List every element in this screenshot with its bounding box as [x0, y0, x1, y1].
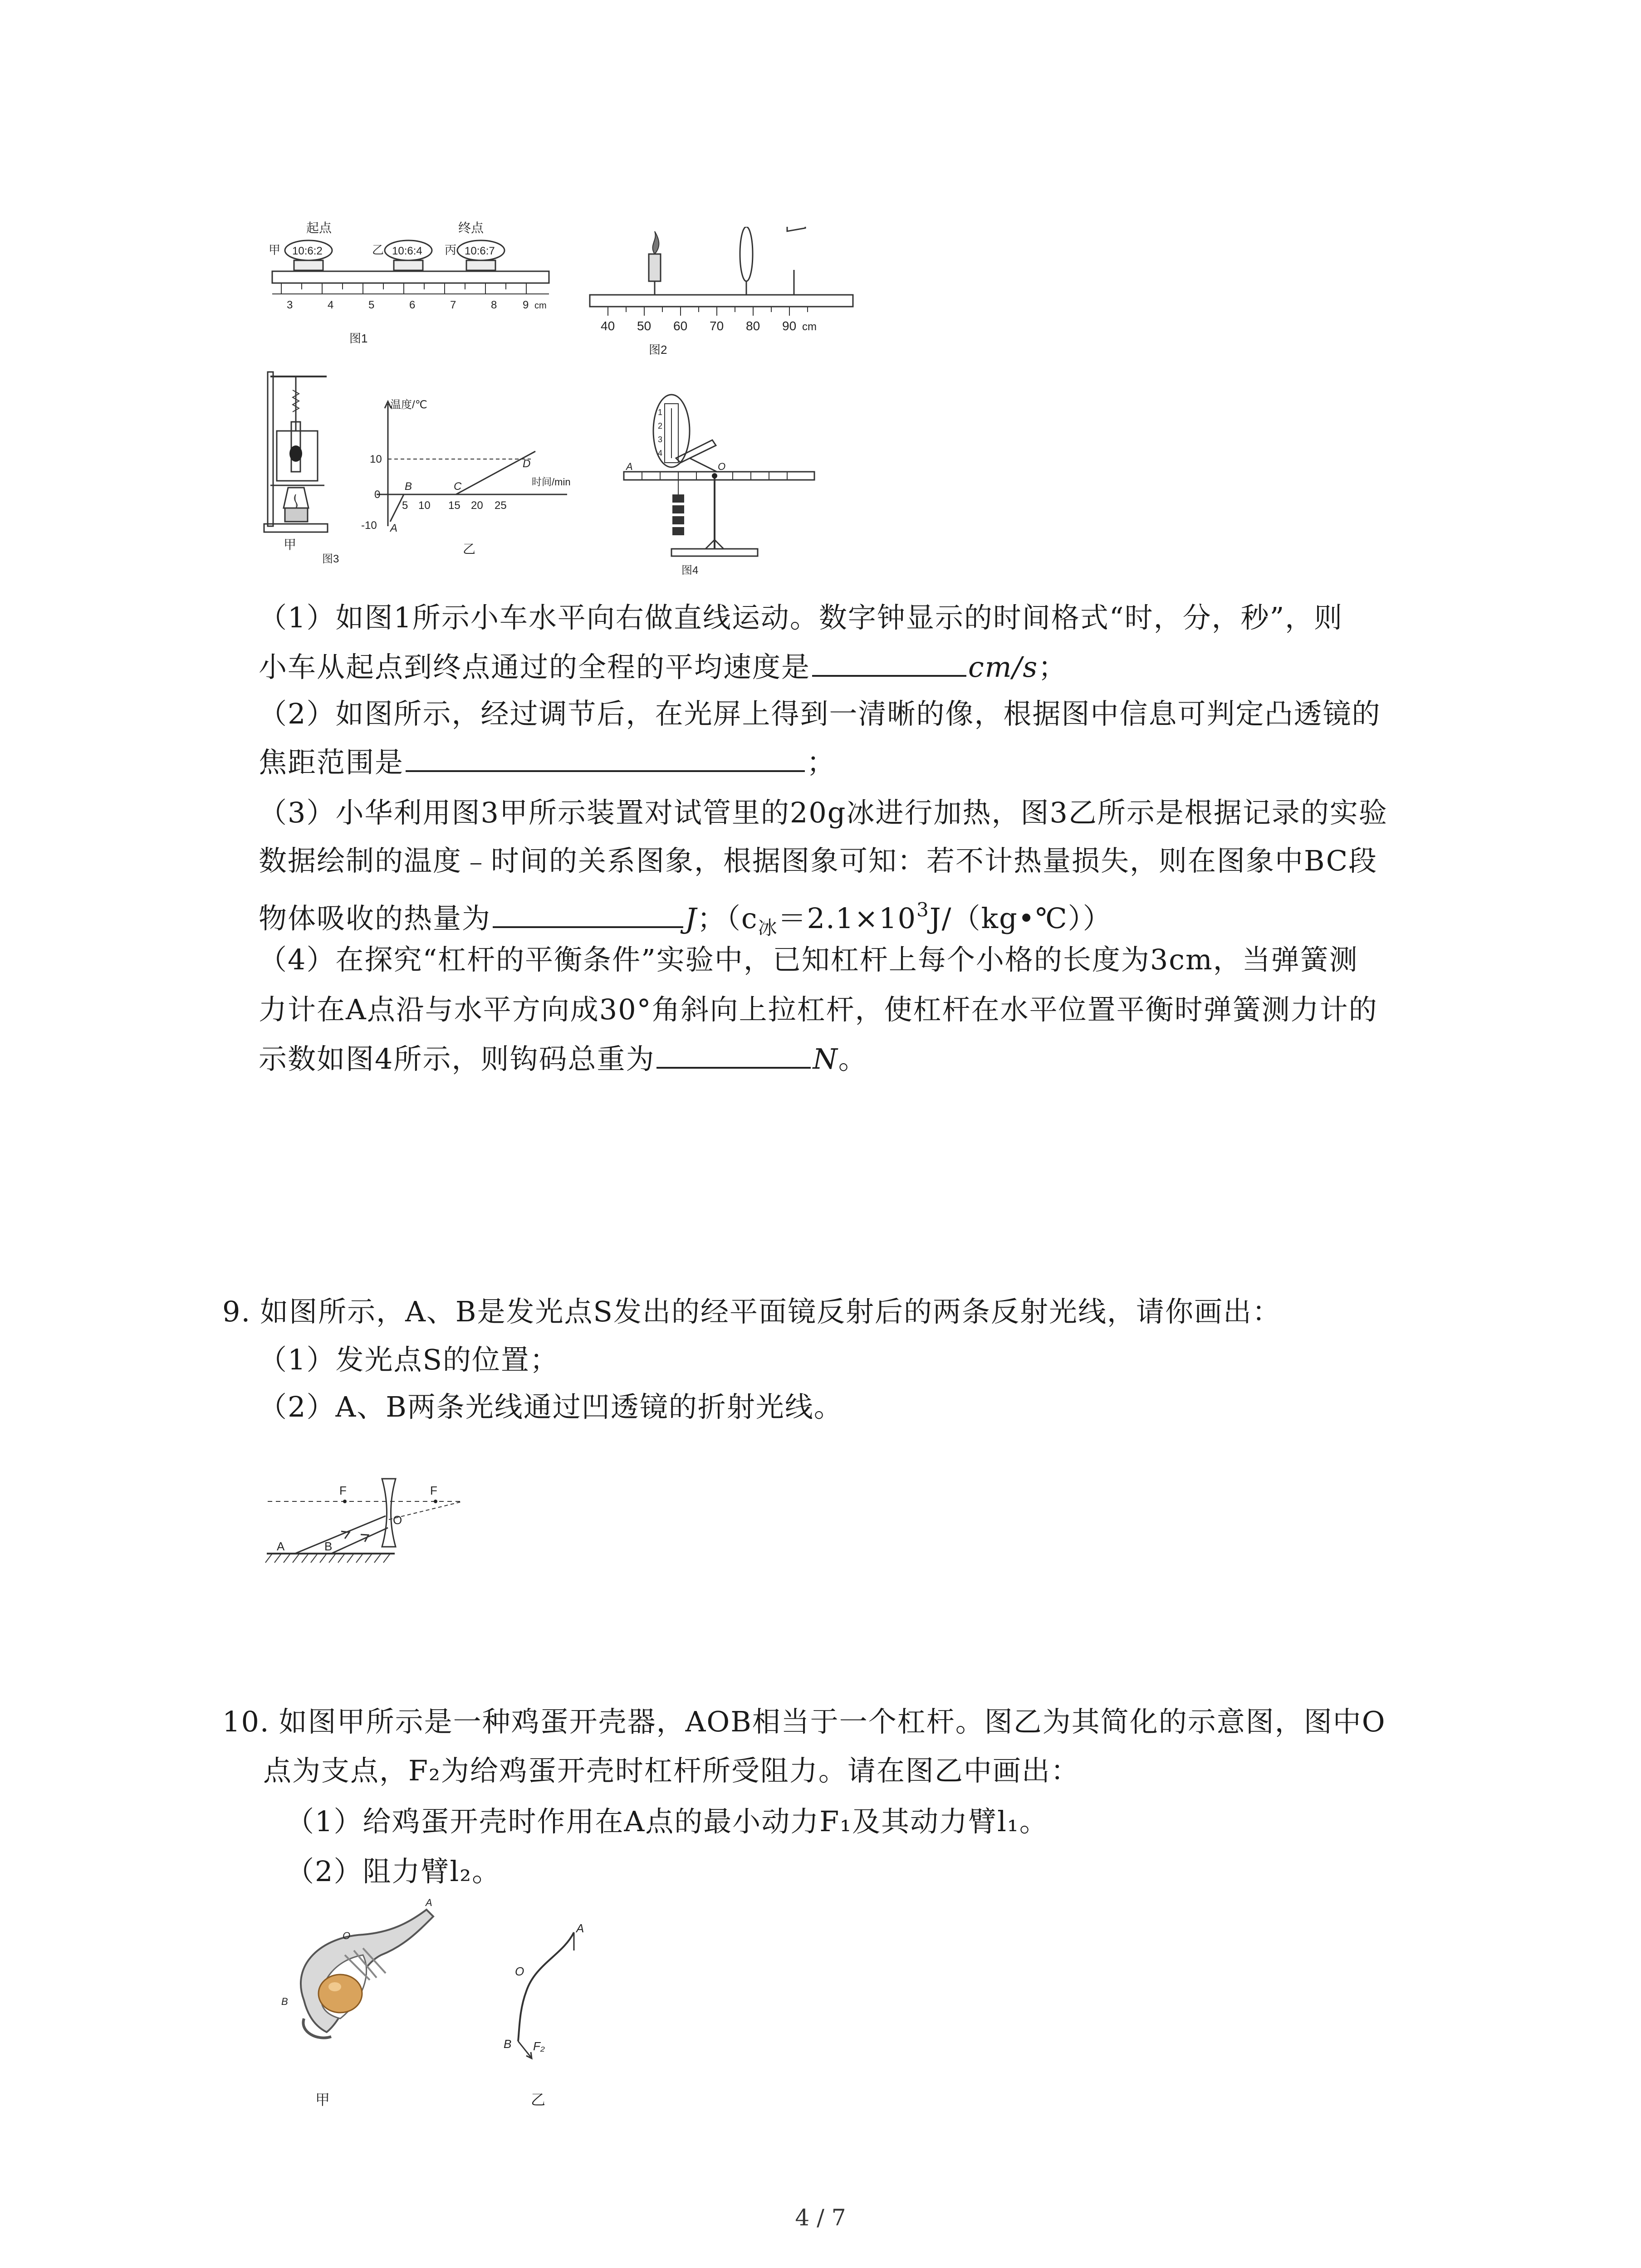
- fig4-scale-2: 2: [658, 421, 663, 430]
- q8-part3-tail-sup: 3: [916, 899, 930, 921]
- q10-fig-jia-label-b: B: [281, 1996, 288, 2007]
- q8-part4-text-b: 力计在A点沿与水平方向成30°角斜向上拉杠杆，使杠杆在水平位置平衡时弹簧测力计的: [259, 993, 1378, 1026]
- q9-fig-label-b: B: [324, 1540, 333, 1553]
- q8-part1-text-a: （1）如图1所示小车水平向右做直线运动。数字钟显示的时间格式“时，分，秒”，则: [259, 601, 1343, 634]
- fig1-tick-5: 5: [368, 299, 375, 311]
- fig2-tick-60: 60: [673, 319, 688, 333]
- fig2-tick-50: 50: [637, 319, 652, 333]
- q8-part1-line1: [259, 600, 1343, 636]
- fig3-xtick-20: 20: [471, 499, 483, 512]
- q10-fig-jia-label-o: O: [343, 1930, 351, 1941]
- q10-fig-yi-label-b: B: [504, 2037, 512, 2051]
- q9-stem-line: [222, 1294, 1281, 1330]
- q10-sub2: （2）阻力臂l₂。: [286, 1855, 501, 1888]
- q8-part3-unit: J: [685, 902, 697, 935]
- q9-figure-concave-lens: [263, 1474, 472, 1574]
- figure-2-optical-bench: [581, 227, 862, 367]
- fig2-tick-90: 90: [782, 319, 797, 333]
- fig1-time-b: 10:6:4: [392, 245, 422, 257]
- q8-part3-answer-blank[interactable]: [493, 900, 683, 928]
- q8-part1-unit: cm/s: [968, 650, 1038, 684]
- q10-fig-label-jia: 甲: [315, 2092, 330, 2108]
- q8-part3-line1: [259, 795, 1388, 831]
- fig3-xtick-25: 25: [495, 499, 507, 512]
- q10-fig-label-yi: 乙: [531, 2092, 546, 2108]
- fig3-xtick-10: 10: [418, 499, 431, 512]
- fig3-point-d: D: [523, 458, 531, 470]
- fig2-tick-70: 70: [710, 319, 724, 333]
- fig1-time-c: 10:6:7: [465, 245, 495, 257]
- q10-figure-egg-opener: [272, 1896, 681, 2132]
- q8-part1-text-b: 小车从起点到终点通过的全程的平均速度是: [259, 650, 811, 684]
- q8-part2-text-b: 焦距范围是: [259, 746, 404, 779]
- figure-1-car-ruler: [263, 218, 558, 367]
- q8-part2-text-a: （2）如图所示，经过调节后，在光屏上得到一清晰的像，根据图中信息可判定凸透镜的: [259, 697, 1381, 730]
- q9-sub1: （1）发光点S的位置；: [259, 1343, 559, 1376]
- q9-fig-focus-left: F: [339, 1484, 347, 1497]
- fig3-xtick-15: 15: [448, 499, 460, 512]
- fig1-tick-8: 8: [491, 299, 497, 311]
- q8-part3-tail-sub: 冰: [758, 917, 778, 939]
- q10-stem-a: 如图甲所示是一种鸡蛋开壳器，AOB相当于一个杠杆。图乙为其简化的示意图，图中O: [279, 1705, 1386, 1738]
- fig4-scale-4: 4: [658, 449, 663, 458]
- q10-number: 10.: [222, 1705, 270, 1738]
- fig3-label-jia: 甲: [284, 538, 297, 552]
- fig1-time-a: 10:6:2: [292, 245, 323, 257]
- q9-sub2-line: [259, 1389, 843, 1425]
- fig3-point-a: A: [390, 522, 398, 534]
- q8-part2-line1: [259, 696, 1381, 732]
- fig1-car-b-label: 乙: [372, 243, 384, 257]
- q8-part4-end: 。: [838, 1042, 867, 1075]
- q10-stem-b: 点为支点，F₂为给鸡蛋开壳时杠杆所受阻力。请在图乙中画出：: [263, 1754, 1080, 1787]
- q8-part3-text-b: 数据绘制的温度﹣时间的关系图象，根据图象可知：若不计热量损失，则在图象中BC段: [259, 844, 1378, 877]
- q8-part1-line2: [259, 649, 1067, 685]
- fig1-tick-4: 4: [328, 299, 334, 311]
- fig3-xlabel: 时间/min: [532, 476, 571, 488]
- fig2-tick-40: 40: [601, 319, 615, 333]
- fig3-point-b: B: [405, 480, 412, 493]
- q9-sub2: （2）A、B两条光线通过凹透镜的折射光线。: [259, 1390, 843, 1423]
- q8-part2-end: ；: [807, 746, 836, 779]
- q9-stem: 如图所示，A、B是发光点S发出的经平面镜反射后的两条反射光线，请你画出：: [260, 1295, 1281, 1328]
- q9-number: 9.: [222, 1295, 251, 1328]
- fig2-unit: cm: [802, 321, 817, 333]
- fig4-point-a: A: [626, 461, 633, 472]
- fig4-point-o: O: [718, 461, 726, 472]
- fig3-ytick-10: 10: [370, 453, 382, 465]
- q8-part1-end: ；: [1038, 650, 1068, 684]
- q10-fig-jia-label-a: A: [426, 1897, 432, 1908]
- q8-part2-answer-blank[interactable]: [406, 744, 805, 772]
- q9-fig-label-o: O: [393, 1513, 402, 1527]
- fig2-caption: 图2: [649, 343, 667, 357]
- q10-sub1: （1）给鸡蛋开壳时作用在A点的最小动力F₁及其动力臂l₁。: [286, 1805, 1048, 1838]
- fig3-xtick-5: 5: [402, 499, 408, 512]
- q10-sub1-line: [286, 1804, 1048, 1840]
- q8-part3-line3: [259, 892, 1112, 946]
- q8-part4-answer-blank[interactable]: [656, 1041, 811, 1069]
- q8-part3-tail-b: ＝2.1×10: [778, 902, 917, 935]
- q8-part1-answer-blank[interactable]: [812, 649, 966, 677]
- fig3-ytick-neg10: -10: [361, 519, 377, 532]
- q8-part3-tail-c: J/（kg•℃））: [929, 902, 1112, 935]
- q8-part4-line3: [259, 1041, 867, 1077]
- q8-part4-unit: N: [813, 1042, 838, 1075]
- q8-part3-tail-a: ；（c: [697, 902, 758, 935]
- q10-fig-yi-label-f2: F₂: [533, 2039, 545, 2053]
- q8-part4-line1: [259, 942, 1358, 978]
- fig3-ytick-0: 0: [374, 489, 381, 501]
- fig1-tick-9: 9: [523, 299, 529, 311]
- q9-fig-label-a: A: [277, 1540, 285, 1553]
- fig3-ylabel: 温度/℃: [390, 399, 427, 411]
- q8-part2-line2: [259, 744, 836, 781]
- fig1-tick-3: 3: [287, 299, 293, 311]
- fig1-caption: 图1: [349, 332, 368, 345]
- figure-4-lever: [617, 390, 826, 590]
- q10-fig-yi-label-a: A: [576, 1921, 584, 1935]
- q10-stem-line2: [263, 1753, 1080, 1789]
- fig1-tick-7: 7: [450, 299, 456, 311]
- fig1-end-label: 终点: [458, 221, 484, 235]
- fig1-car-c-label: 丙: [445, 243, 457, 257]
- fig1-unit: cm: [534, 301, 547, 311]
- q8-part4-line2: [259, 992, 1378, 1028]
- q10-stem-line1: [222, 1704, 1386, 1740]
- fig3-caption: 图3: [322, 553, 339, 565]
- fig1-start-label: 起点: [306, 221, 332, 235]
- fig3-label-yi: 乙: [463, 542, 476, 556]
- fig2-tick-80: 80: [746, 319, 760, 333]
- page-number: 4 / 7: [795, 2204, 846, 2231]
- fig4-caption: 图4: [681, 564, 699, 577]
- q9-sub1-line: [259, 1342, 559, 1378]
- q8-part4-text-a: （4）在探究“杠杆的平衡条件”实验中，已知杠杆上每个小格的长度为3cm，当弹簧测: [259, 943, 1358, 976]
- q8-part3-text-c: 物体吸收的热量为: [259, 902, 491, 935]
- q8-part3-line2: [259, 843, 1377, 879]
- q8-part4-text-c: 示数如图4所示，则钩码总重为: [259, 1042, 655, 1075]
- fig1-tick-6: 6: [409, 299, 416, 311]
- fig4-scale-3: 3: [658, 435, 663, 444]
- fig3-point-c: C: [454, 480, 462, 493]
- fig4-scale-1: 1: [658, 408, 663, 417]
- q10-sub2-line: [286, 1853, 501, 1890]
- q10-fig-yi-label-o: O: [515, 1965, 524, 1978]
- q9-fig-focus-right: F: [430, 1484, 437, 1497]
- fig1-car-a-label: 甲: [269, 243, 281, 257]
- q8-part3-text-a: （3）小华利用图3甲所示装置对试管里的20g冰进行加热，图3乙所示是根据记录的实验: [259, 796, 1388, 829]
- figure-3-heating-graph: [254, 363, 608, 581]
